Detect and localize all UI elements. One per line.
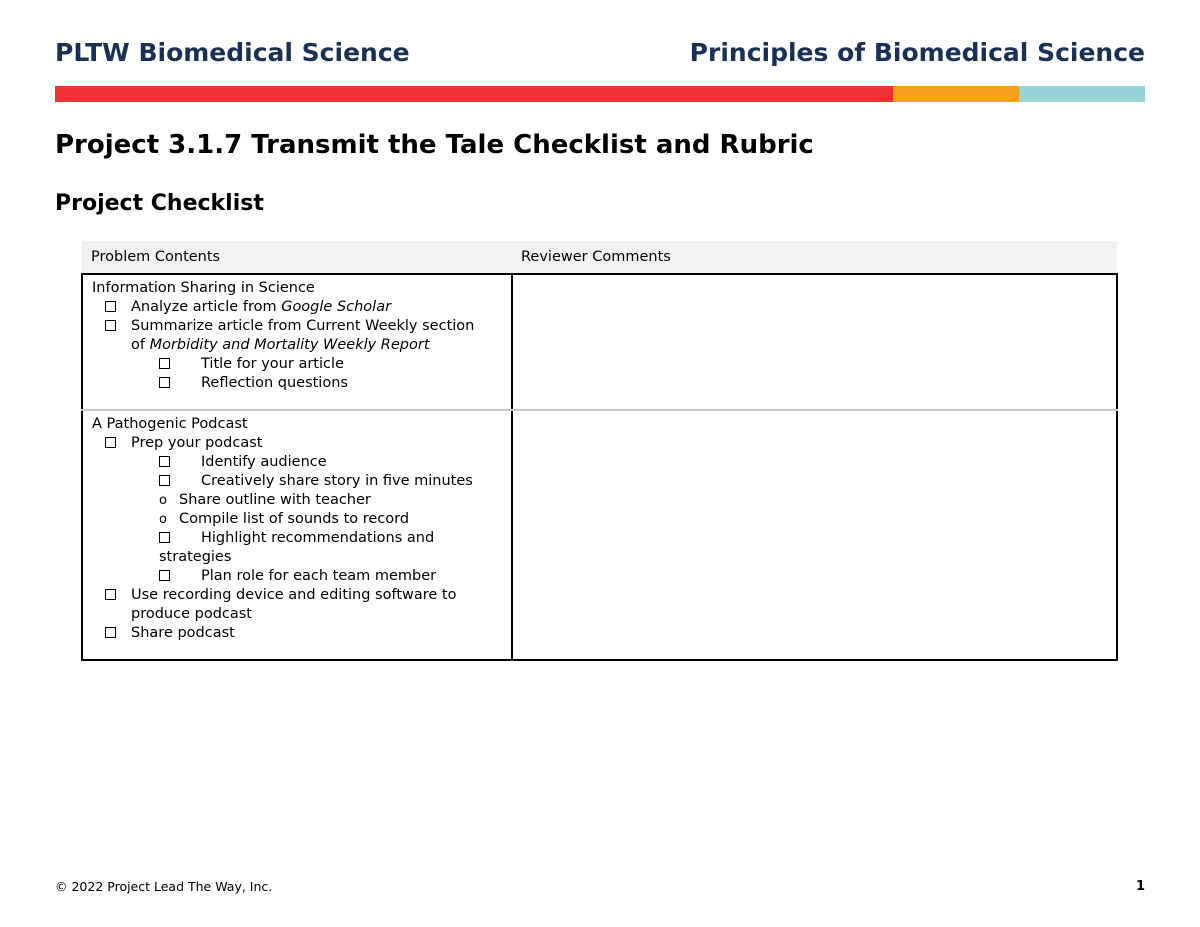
item-text: Compile list of sounds to record (179, 511, 410, 527)
checkbox-icon[interactable] (105, 589, 116, 600)
table-row (82, 274, 1117, 410)
checklist-table (81, 241, 1118, 661)
item-text: Highlight recommendations and (201, 530, 435, 546)
list-item-compile-sounds (92, 510, 502, 529)
checkbox-icon[interactable] (159, 532, 170, 543)
item-italic-text: Google Scholar (281, 299, 392, 315)
item-text: strategies (159, 549, 232, 565)
checkbox-icon[interactable] (159, 377, 170, 388)
footer-page-number: 1 (1135, 879, 1145, 894)
checkbox-icon[interactable] (105, 627, 116, 638)
header-program-name: PLTW Biomedical Science (55, 38, 410, 67)
header-color-band (55, 86, 1145, 102)
checklist-subitem-share-story[interactable] (92, 472, 502, 491)
checklist-item-use-recording-device[interactable] (92, 586, 502, 624)
item-text: Prep your podcast (131, 435, 263, 451)
checklist-subitem-plan-role[interactable] (92, 567, 502, 586)
checkbox-icon[interactable] (159, 570, 170, 581)
checklist-subitem-identify-audience[interactable] (92, 453, 502, 472)
item-text: Plan role for each team member (201, 568, 437, 584)
header-course-name: Principles of Biomedical Science (689, 38, 1145, 67)
checklist-subitem-reflection[interactable] (92, 374, 502, 393)
checklist-subitem-title[interactable] (92, 355, 502, 374)
band-orange-segment (893, 86, 1019, 102)
item-text: Use recording device and editing software to (131, 587, 457, 603)
band-teal-segment (1019, 86, 1145, 102)
reviewer-comments-cell[interactable] (512, 410, 1117, 660)
group-heading-information-sharing: Information Sharing in Science (92, 280, 315, 296)
reviewer-comments-cell[interactable] (512, 274, 1117, 410)
footer-copyright: © 2022 Project Lead The Way, Inc. (55, 879, 273, 894)
table-row (82, 410, 1117, 660)
problem-contents-cell (82, 410, 512, 660)
item-text: Share podcast (131, 625, 235, 641)
section-title: Project Checklist (55, 191, 264, 216)
checklist-subitem-highlight-recommendations[interactable] (92, 529, 502, 548)
item-text: Analyze article from (131, 299, 282, 315)
checklist-item-prep-podcast[interactable] (92, 434, 502, 453)
checkbox-icon[interactable] (105, 437, 116, 448)
checkbox-icon[interactable] (159, 475, 170, 486)
checklist-item-analyze-article[interactable] (92, 298, 502, 317)
document-title: Project 3.1.7 Transmit the Tale Checklist and Rubric (55, 130, 814, 160)
bullet-o-icon: o (159, 493, 167, 508)
problem-contents-cell (82, 274, 512, 410)
table-header-row (82, 241, 1117, 274)
checkbox-icon[interactable] (159, 456, 170, 467)
item-text: of (131, 337, 150, 353)
item-text: Title for your article (201, 356, 344, 372)
checkbox-icon[interactable] (105, 320, 116, 331)
item-text: Creatively share story in five minutes (201, 473, 473, 489)
item-text: Reflection questions (201, 375, 348, 391)
column-header-problem-contents: Problem Contents (82, 241, 512, 274)
band-red-segment (55, 86, 893, 102)
list-item-share-outline (92, 491, 502, 510)
checkbox-icon[interactable] (159, 358, 170, 369)
item-text: Summarize article from Current Weekly section (131, 318, 475, 334)
group-heading-pathogenic-podcast: A Pathogenic Podcast (92, 416, 248, 432)
item-italic-text: Morbidity and Mortality Weekly Report (149, 337, 430, 353)
checklist-subitem-continuation (92, 548, 502, 567)
checklist-item-summarize-article[interactable] (92, 317, 502, 355)
checkbox-icon[interactable] (105, 301, 116, 312)
column-header-reviewer-comments: Reviewer Comments (512, 241, 1117, 274)
item-text: Identify audience (201, 454, 327, 470)
item-text: Share outline with teacher (179, 492, 371, 508)
bullet-o-icon: o (159, 512, 167, 527)
checklist-item-share-podcast[interactable] (92, 624, 502, 643)
item-text: produce podcast (131, 606, 252, 622)
